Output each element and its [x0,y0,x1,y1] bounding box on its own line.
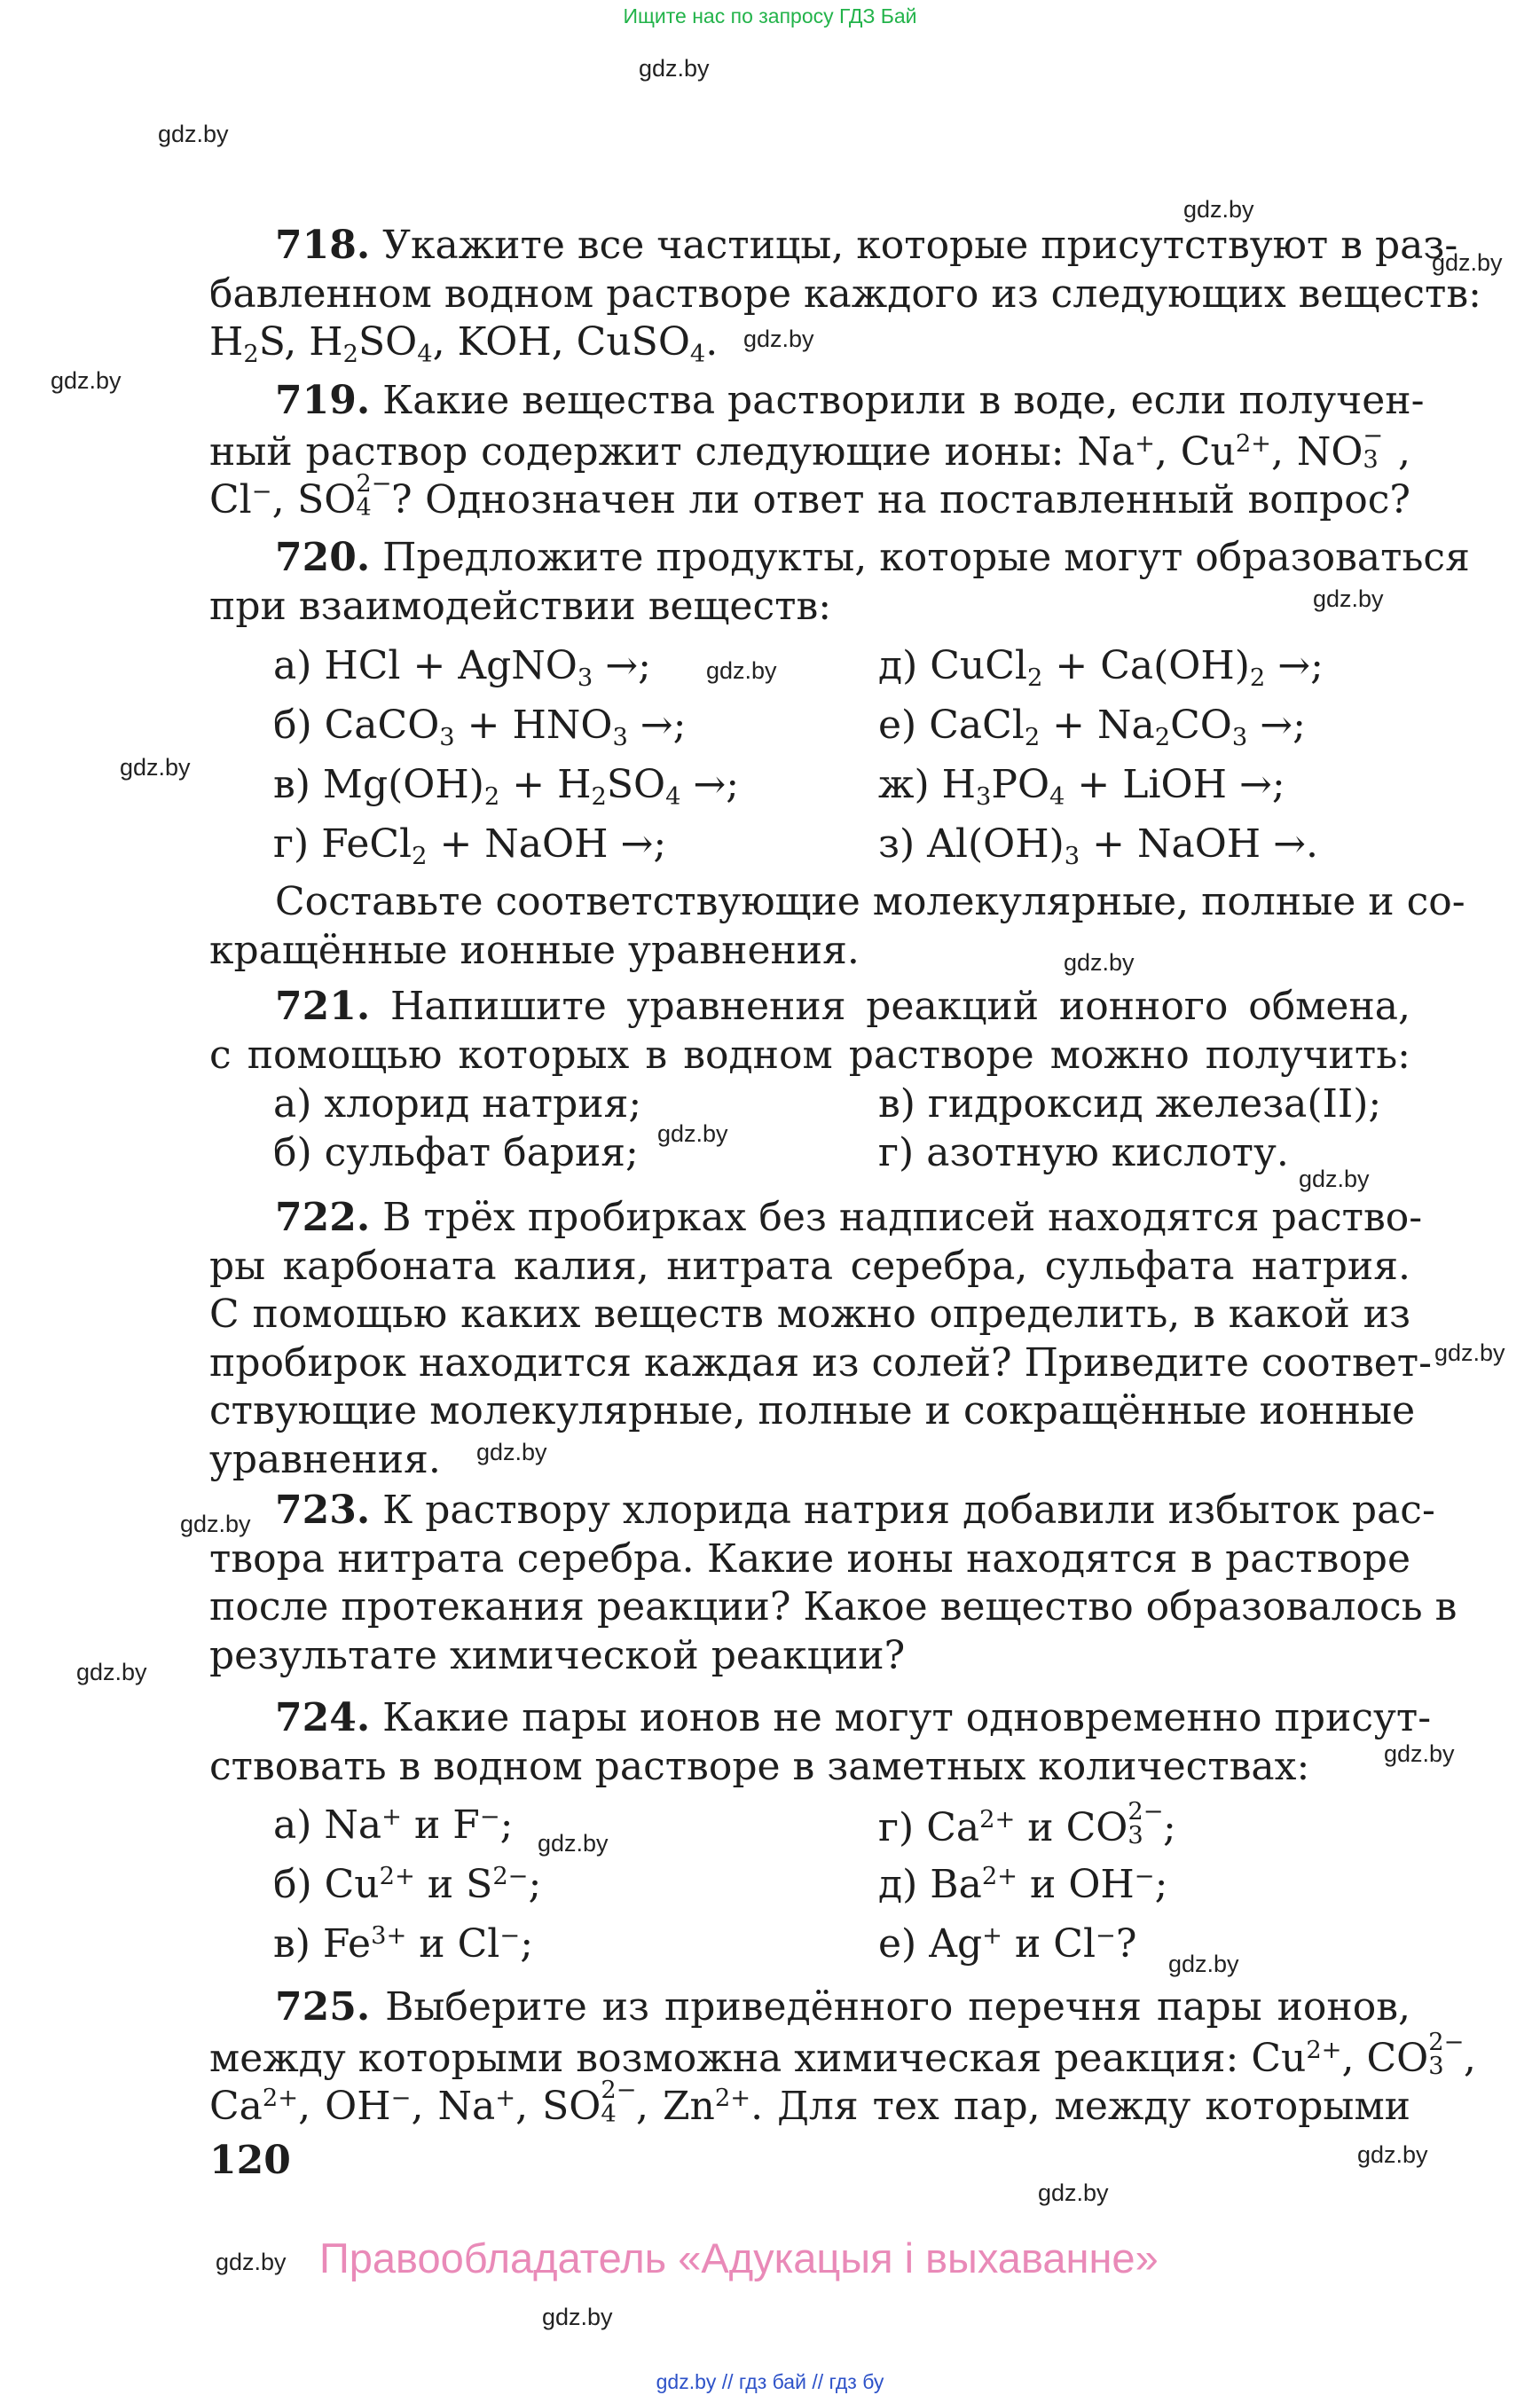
option-d: д) CuCl$_2$ + $Ca(OH)_2$ →; [878,643,1324,693]
task-text: Напишите уравнения реакций ионного обмена, [389,984,1410,1029]
watermark: gdz.by [120,754,191,781]
option-b: б) сульфат бария; [273,1130,639,1175]
task-725 [209,1983,1476,2129]
task-number: 725. [275,1984,371,2030]
task-723 [209,1487,1458,1680]
watermark: gdz.by [51,367,122,394]
option-g: г) азотную кислоту. [878,1130,1289,1175]
page-number: 120 [209,2138,291,2183]
watermark: gdz.by [76,1659,147,1685]
task-720-instruction [209,878,1465,975]
task-number: 721. [275,984,371,1029]
task-text: ствовать в водном растворе в заметных количествах: [209,1743,1310,1789]
option-g: г) $Ca^{2+}$ и CO 2− 3 ; [878,1798,1176,1850]
task-text: между которыми возможна химическая реакция: $Cu^{2+}$, CO 2− 3 , [209,2028,1476,2081]
task-text: бавленном водном растворе каждого из следующих веществ: [209,271,1481,317]
option-zh: ж) $H_3PO_4$ + LiOH →; [878,762,1285,812]
task-text: Предложите продукты, которые могут образоваться [382,535,1470,580]
task-text: кращённые ионные уравнения. [209,927,860,973]
option-d: д) $Ba^{2+}$ и OH−; [878,1862,1168,1907]
task-number: 724. [275,1695,371,1740]
watermark: gdz.by [743,326,814,352]
task-number: 720. [275,535,371,580]
watermark: gdz.by [1183,196,1254,223]
copyright-holder: Правообладатель «Адукацыя і выхаванне» [319,2234,1159,2281]
watermark: gdz.by [1313,585,1384,612]
footer-links[interactable]: gdz.by // гдз бай // гдз бу [656,2370,884,2393]
task-text: при взаимодействии веществ: [209,583,832,629]
task-text: Составьте соответствующие молекулярные, полные и со- [275,879,1465,924]
option-g: г) FeCl$_2$ + NaOH →; [273,821,667,871]
option-a: а) хлорид натрия; [273,1081,642,1127]
task-number: 722. [275,1195,371,1240]
watermark: gdz.by [1038,2179,1109,2206]
option-e: е) CaCl$_2$ + $Na_2CO_3$ →; [878,703,1306,752]
watermark: gdz.by [1434,1339,1505,1366]
option-v: в) гидроксид железа(II); [878,1081,1382,1127]
option-v: в) $Mg(OH)_2 + H_2SO_4$ →; [273,762,740,812]
task-formulas: $H_2S$, $H_2SO_4$, KOH, CuSO$_4$. [209,319,719,369]
option-v: в) $Fe^{3+}$ и Cl−; [273,1921,534,1967]
task-text: ры карбоната калия, нитрата серебра, сульфата натрия. [209,1243,1410,1289]
watermark: gdz.by [706,657,777,684]
option-b: б) $Cu^{2+}$ и $S^{2-}$; [273,1862,542,1907]
task-number: 718. [275,223,371,268]
watermark: gdz.by [158,121,229,147]
option-b: б) CaCO$_3$ + $HNO_3$ →; [273,703,687,752]
task-720 [209,534,1470,631]
option-a: а) HCl + AgNO$_3$ →; [273,643,651,693]
task-text: В трёх пробирках без надписей находятся раство- [382,1195,1423,1240]
option-a: а) Na+ и F−; [273,1802,514,1848]
task-text: Выберите из приведённого перечня пары ионов, [385,1984,1410,2030]
task-text: Какие вещества растворили в воде, если получен- [382,378,1425,423]
watermark: gdz.by [476,1439,547,1465]
task-text: с помощью которых в водном растворе можно получить: [209,1032,1410,1078]
option-e: е) Ag+ и Cl−? [878,1921,1137,1967]
task-text: $Ca^{2+}$, OH−, Na+, SO 2− 4 , $Zn^{2+}$. Для тех пар, между которыми [209,2077,1410,2129]
watermark: gdz.by [1384,1740,1455,1767]
watermark: gdz.by [1357,2141,1428,2168]
watermark: gdz.by [538,1830,609,1857]
task-text: ствующие молекулярные, полные и сокращённые ионные [209,1388,1416,1433]
task-text: пробирок находится каждая из солей? Приведите соответ- [209,1339,1433,1386]
task-number: 719. [275,378,371,423]
top-search-hint[interactable]: Ищите нас по запросу ГДЗ Бай [623,4,917,27]
watermark: gdz.by [657,1120,728,1147]
task-text: после протекания реакции? Какое вещество образовалось в [209,1584,1458,1629]
task-number: 723. [275,1488,371,1533]
task-722 [209,1194,1433,1484]
task-text: Какие пары ионов не могут одновременно присут- [382,1695,1432,1740]
task-719 [209,377,1425,522]
task-text: результате химической реакции? [209,1632,906,1678]
task-721 [209,983,1410,1080]
task-text: уравнения. [209,1436,441,1482]
watermark: gdz.by [639,55,710,82]
watermark: gdz.by [216,2249,287,2275]
watermark: gdz.by [1064,949,1135,976]
task-text: твора нитрата серебра. Какие ионы находятся в растворе [209,1535,1410,1582]
option-z: з) $Al(OH)_3$ + NaOH →. [878,821,1318,871]
watermark: gdz.by [1299,1166,1370,1192]
watermark: gdz.by [1168,1951,1239,1977]
task-text: Укажите все частицы, которые присутствуют в раз- [382,223,1458,268]
task-text: К раствору хлорида натрия добавили избыток рас- [382,1488,1435,1533]
watermark: gdz.by [180,1511,251,1537]
task-text: Cl−, SO 2− 4 ? Однозначен ли ответ на поставленный вопрос? [209,470,1411,522]
watermark: gdz.by [1432,249,1503,276]
task-text: С помощью каких веществ можно определить, в какой из [209,1292,1410,1337]
task-text: ный раствор содержит следующие ионы: Na+, $Cu^{2+}$, NO − 3 , [209,421,1410,475]
watermark: gdz.by [542,2304,613,2330]
